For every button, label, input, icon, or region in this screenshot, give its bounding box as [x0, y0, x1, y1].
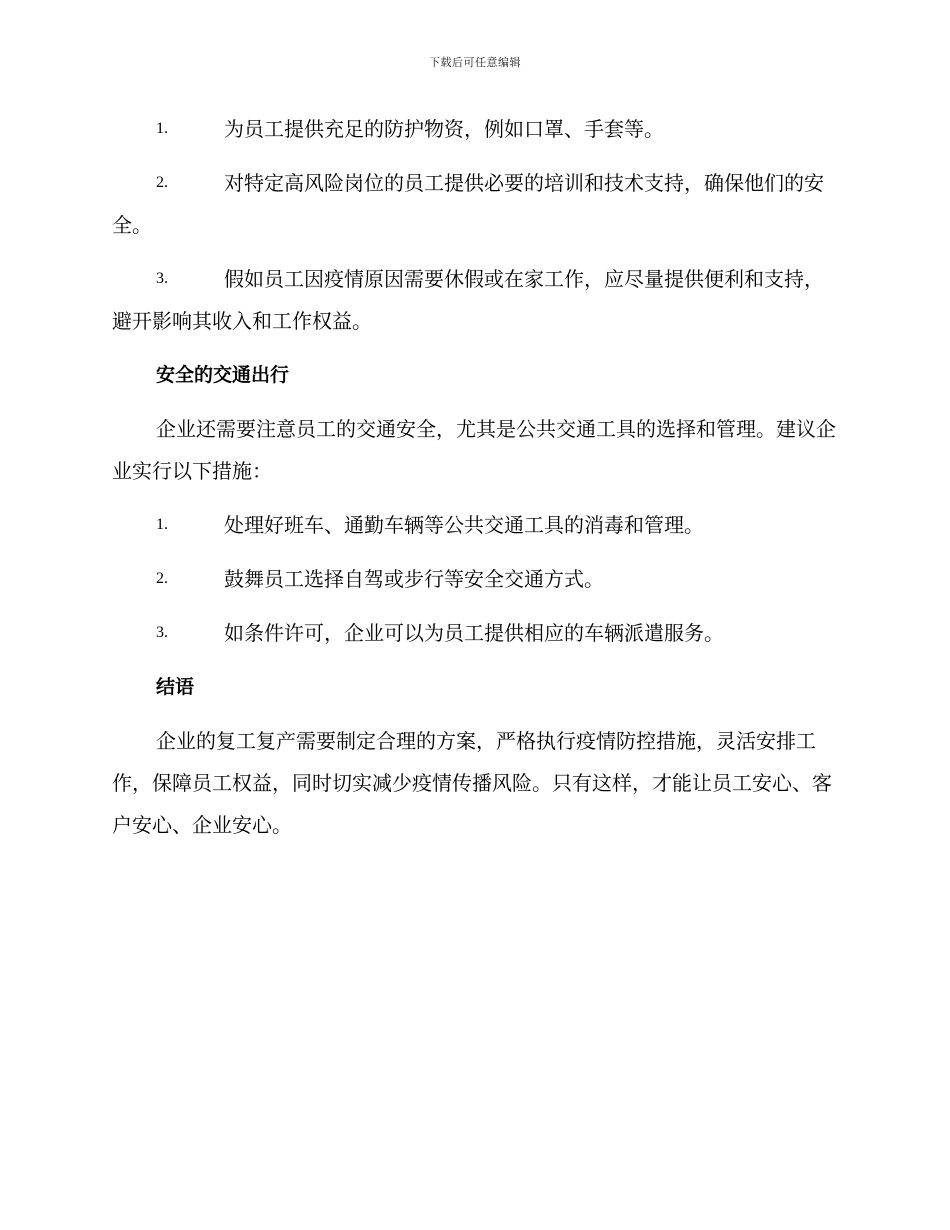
list-item	[112, 612, 836, 654]
list-item-text: 如条件许可，企业可以为员工提供相应的车辆派遣服务。	[224, 621, 724, 645]
section-intro-paragraph: 企业还需要注意员工的交通安全，尤其是公共交通工具的选择和管理。建议企业实行以下措施：	[112, 417, 836, 483]
section-heading-conclusion: 结语	[156, 676, 195, 698]
list-item-text: 处理好班车、通勤车辆等公共交通工具的消毒和管理。	[224, 513, 704, 537]
list-item-text: 对特定高风险岗位的员工提供必要的培训和技术支持，确保他们的安全。	[112, 171, 824, 237]
list-item-text: 鼓舞员工选择自驾或步行等安全交通方式。	[224, 567, 604, 591]
list-item-number: 2.	[156, 174, 168, 191]
section-heading-transport: 安全的交通出行	[156, 364, 290, 386]
conclusion-paragraph: 企业的复工复产需要制定合理的方案，严格执行疫情防控措施，灵活安排工作，保障员工权益，同时切实减少疫情传播风险。只有这样，才能让员工安心、客户安心、企业安心。	[112, 729, 832, 837]
list-item	[112, 108, 836, 150]
list-item-number: 1.	[156, 120, 168, 137]
list-item-text: 假如员工因疫情原因需要休假或在家工作，应尽量提供便利和支持，避开影响其收入和工作权益。	[112, 267, 824, 333]
page-header: 下载后可任意编辑	[429, 56, 521, 69]
list-item-number: 3.	[156, 270, 168, 287]
list-item-text: 为员工提供充足的防护物资，例如口罩、手套等。	[224, 117, 664, 141]
list-item	[112, 258, 836, 342]
list-item	[112, 162, 836, 246]
list-item	[112, 504, 836, 546]
list-item-number: 1.	[156, 516, 168, 533]
list-item-number: 2.	[156, 570, 168, 587]
list-item	[112, 558, 836, 600]
document-body	[112, 108, 836, 858]
list-item-number: 3.	[156, 624, 168, 641]
